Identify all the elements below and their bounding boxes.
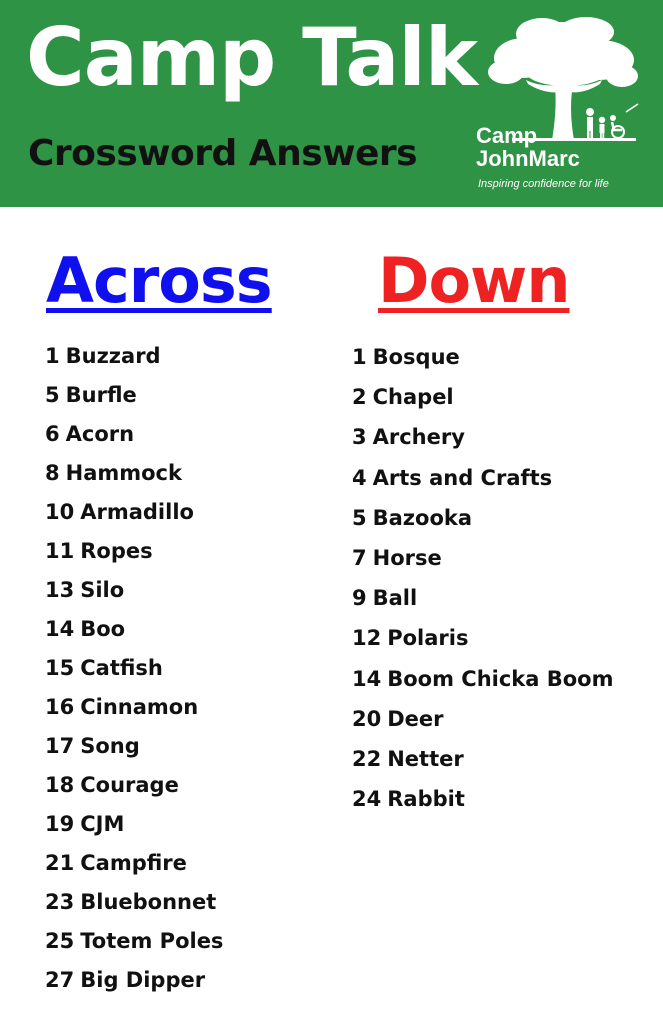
across-answer-word: Burfle (65, 383, 137, 407)
down-answer-item (352, 659, 614, 699)
down-answer-item (352, 618, 614, 658)
down-clue-number: 12 (352, 626, 382, 651)
across-answer-item (45, 961, 223, 1000)
across-answer-word: Courage (80, 773, 179, 797)
across-clue-number: 11 (45, 539, 75, 563)
down-answer-word: Ball (372, 586, 418, 611)
down-answer-word: Archery (372, 425, 465, 450)
logo-wordmark (470, 124, 650, 170)
down-answer-word: Netter (387, 746, 464, 771)
across-clue-number: 18 (45, 773, 75, 797)
down-answer-word: Deer (387, 706, 444, 731)
across-answer-item (45, 805, 223, 844)
down-clue-number: 7 (352, 545, 367, 570)
across-answer-item (45, 727, 223, 766)
down-clue-number: 9 (352, 586, 367, 611)
across-answer-item (45, 766, 223, 805)
across-answer-word: CJM (80, 812, 125, 836)
across-answer-item (45, 610, 223, 649)
across-answer-word: Hammock (65, 461, 182, 485)
page-title: Camp Talk (26, 11, 478, 104)
across-clue-number: 23 (45, 890, 75, 914)
down-answer-word: Boom Chicka Boom (387, 666, 614, 691)
down-clue-number: 14 (352, 666, 382, 691)
across-answer-item (45, 883, 223, 922)
across-clue-number: 14 (45, 617, 75, 641)
across-answer-word: Bluebonnet (80, 890, 217, 914)
down-answer-item (352, 578, 614, 618)
across-answer-item (45, 688, 223, 727)
down-answer-word: Bazooka (372, 505, 473, 530)
logo-tagline: Inspiring confidence for life (478, 178, 609, 190)
across-answer-word: Catfish (80, 656, 163, 680)
down-answer-item (352, 417, 614, 457)
across-answer-word: Campfire (80, 851, 187, 875)
across-clue-number: 21 (45, 851, 75, 875)
down-clue-number: 3 (352, 425, 367, 450)
down-clue-number: 22 (352, 746, 382, 771)
across-answer-item (45, 649, 223, 688)
across-answer-item (45, 532, 223, 571)
across-answer-item (45, 454, 223, 493)
across-clue-number: 6 (45, 422, 60, 446)
down-heading: Down (378, 244, 570, 317)
logo-name-line2: JohnMarc (476, 146, 580, 171)
down-answer-item (352, 377, 614, 417)
across-clue-number: 15 (45, 656, 75, 680)
across-clue-number: 19 (45, 812, 75, 836)
down-clue-number: 1 (352, 345, 367, 369)
down-answer-item (352, 699, 614, 739)
down-answer-item (352, 337, 614, 377)
down-clue-number: 2 (352, 385, 367, 410)
down-answer-word: Arts and Crafts (372, 465, 553, 490)
across-clue-number: 10 (45, 500, 75, 524)
down-answer-word: Horse (372, 545, 442, 570)
across-answer-word: Song (80, 734, 140, 758)
across-answer-item (45, 337, 223, 376)
across-clue-number: 5 (45, 383, 60, 407)
down-clue-number: 24 (352, 787, 382, 812)
across-clue-number: 13 (45, 578, 75, 602)
down-answer-item (352, 458, 614, 498)
across-answer-word: Armadillo (80, 500, 194, 524)
across-answer-item (45, 415, 223, 454)
down-answer-word: Chapel (372, 385, 454, 410)
across-answer-item (45, 571, 223, 610)
camp-logo (470, 14, 650, 198)
across-clue-number: 25 (45, 929, 75, 953)
across-answer-item (45, 376, 223, 415)
across-heading: Across (46, 244, 272, 317)
down-answer-list (352, 337, 614, 819)
across-answer-word: Totem Poles (80, 929, 224, 953)
across-answer-item (45, 922, 223, 961)
across-clue-number: 17 (45, 734, 75, 758)
down-answer-word: Rabbit (387, 787, 465, 812)
page-subtitle: Crossword Answers (28, 133, 418, 174)
across-clue-number: 16 (45, 695, 75, 719)
across-answer-word: Buzzard (65, 344, 161, 368)
across-answer-word: Acorn (65, 422, 135, 446)
down-clue-number: 4 (352, 465, 367, 490)
across-clue-number: 8 (45, 461, 60, 485)
across-answer-word: Cinnamon (80, 695, 199, 719)
across-clue-number: 1 (45, 344, 60, 368)
across-answer-word: Silo (80, 578, 125, 602)
across-answer-item (45, 844, 223, 883)
across-answer-list (45, 337, 223, 1000)
down-answer-item (352, 498, 614, 538)
across-answer-word: Boo (80, 617, 126, 641)
down-answer-word: Bosque (372, 345, 460, 369)
down-answer-item (352, 779, 614, 819)
across-answer-word: Ropes (80, 539, 153, 563)
header-banner (0, 0, 663, 207)
down-answer-item (352, 739, 614, 779)
logo-name-line1: Camp (476, 123, 538, 148)
down-clue-number: 20 (352, 706, 382, 731)
across-answer-word: Big Dipper (80, 968, 206, 992)
down-answer-word: Polaris (387, 626, 469, 651)
down-clue-number: 5 (352, 505, 367, 530)
across-clue-number: 27 (45, 968, 75, 992)
down-answer-item (352, 538, 614, 578)
across-answer-item (45, 493, 223, 532)
